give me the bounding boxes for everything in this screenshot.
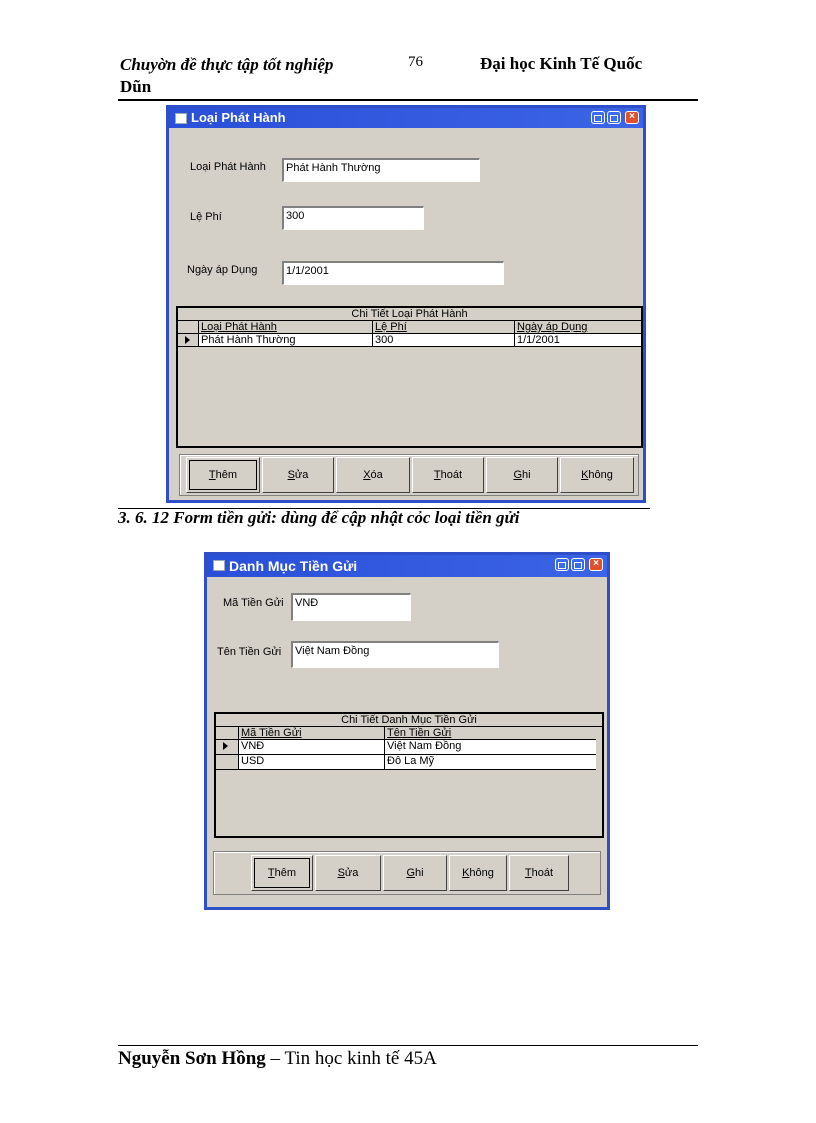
chi-tiet-grid[interactable]	[214, 712, 604, 838]
chi-tiet-grid[interactable]	[176, 306, 643, 448]
sua-button[interactable]: Sửa	[315, 855, 381, 891]
them-button[interactable]: Thêm	[186, 457, 260, 493]
grid-header-row	[216, 727, 596, 740]
window-title: Danh Mục Tiền Gửi	[229, 558, 358, 574]
table-row[interactable]	[216, 755, 596, 770]
button-bar	[179, 454, 639, 496]
khong-button[interactable]: Không	[560, 457, 634, 493]
footer-rule	[118, 1045, 698, 1046]
table-row[interactable]	[216, 740, 596, 755]
page-number: 76	[408, 54, 423, 70]
label-loai-phat-hanh: Loại Phát Hành	[190, 161, 266, 173]
title-bar[interactable]	[169, 108, 643, 128]
label-ngay-ap-dung: Ngày áp Dụng	[187, 264, 258, 276]
header-rule	[118, 99, 698, 101]
table-cell[interactable]: 1/1/2001	[514, 334, 641, 346]
ghi-button[interactable]: Ghi	[486, 457, 558, 493]
thoat-button[interactable]: Thoát	[509, 855, 569, 891]
column-header[interactable]: Mã Tiền Gửi	[238, 727, 384, 739]
danh-muc-tien-gui-window	[204, 552, 610, 910]
footer-course: Tin học kinh tế 45A	[284, 1048, 437, 1069]
xoa-button[interactable]: Xóa	[336, 457, 410, 493]
loai-phat-hanh-window	[166, 105, 646, 503]
table-row[interactable]	[178, 334, 641, 347]
close-icon[interactable]: ×	[589, 558, 603, 571]
grid-header-row	[178, 321, 641, 334]
footer-separator: –	[265, 1048, 285, 1069]
maximize-icon[interactable]	[571, 558, 585, 571]
table-cell[interactable]: USD	[238, 755, 384, 769]
ngay-ap-dung-input[interactable]: 1/1/2001	[282, 261, 504, 285]
ma-tien-gui-input[interactable]: VNĐ	[291, 593, 411, 621]
minimize-icon[interactable]	[591, 111, 605, 124]
le-phi-input[interactable]: 300	[282, 206, 424, 230]
header-left	[120, 54, 380, 98]
row-selector[interactable]	[178, 334, 198, 346]
window-icon	[175, 113, 187, 124]
label-ma-tien-gui: Mã Tiền Gửi	[223, 597, 284, 609]
khong-button[interactable]: Không	[449, 855, 507, 891]
window-icon	[213, 560, 225, 571]
table-cell[interactable]: Việt Nam Đồng	[384, 740, 596, 754]
button-bar	[213, 851, 601, 895]
label-le-phi: Lệ Phí	[190, 211, 222, 223]
them-button[interactable]: Thêm	[251, 855, 313, 891]
table-cell[interactable]: Phát Hành Thường	[198, 334, 372, 346]
grid-caption: Chi Tiết Loại Phát Hành	[178, 308, 641, 321]
window-title: Loại Phát Hành	[191, 110, 286, 125]
table-cell[interactable]: 300	[372, 334, 514, 346]
current-row-arrow-icon	[185, 336, 190, 344]
maximize-icon[interactable]	[607, 111, 621, 124]
row-selector[interactable]	[216, 740, 236, 752]
column-header[interactable]: Ngày áp Dụng	[514, 321, 641, 333]
thoat-button[interactable]: Thoát	[412, 457, 484, 493]
footer	[118, 1048, 437, 1070]
header-title-line2: Dũn	[120, 77, 152, 96]
table-cell[interactable]: Đô La Mỹ	[384, 755, 596, 769]
sua-button[interactable]: Sửa	[262, 457, 334, 493]
column-header[interactable]: Lệ Phí	[372, 321, 514, 333]
title-bar[interactable]	[207, 555, 607, 577]
table-cell[interactable]: VNĐ	[238, 740, 384, 754]
column-header[interactable]: Tên Tiền Gửi	[384, 727, 596, 739]
label-ten-tien-gui: Tên Tiền Gửi	[217, 646, 282, 658]
current-row-arrow-icon	[223, 742, 228, 750]
ten-tien-gui-input[interactable]: Việt Nam Đồng	[291, 641, 499, 668]
row-selector[interactable]	[216, 755, 236, 767]
section-caption: 3. 6. 12 Form tiền gửi: dùng để cập nhật cỏc loại tiền gửi	[118, 508, 520, 527]
ghi-button[interactable]: Ghi	[383, 855, 447, 891]
minimize-icon[interactable]	[555, 558, 569, 571]
footer-author: Nguyễn Sơn Hồng	[118, 1048, 266, 1069]
grid-caption: Chi Tiết Danh Mục Tiền Gửi	[216, 714, 602, 727]
header-right: Đại học Kinh Tế Quốc	[480, 54, 643, 73]
loai-phat-hanh-input[interactable]: Phát Hành Thường	[282, 158, 480, 182]
close-icon[interactable]: ×	[625, 111, 639, 124]
header-title: Chuyờn đề thực tập tốt nghiệp	[120, 55, 334, 74]
column-header[interactable]: Loại Phát Hành	[198, 321, 372, 333]
